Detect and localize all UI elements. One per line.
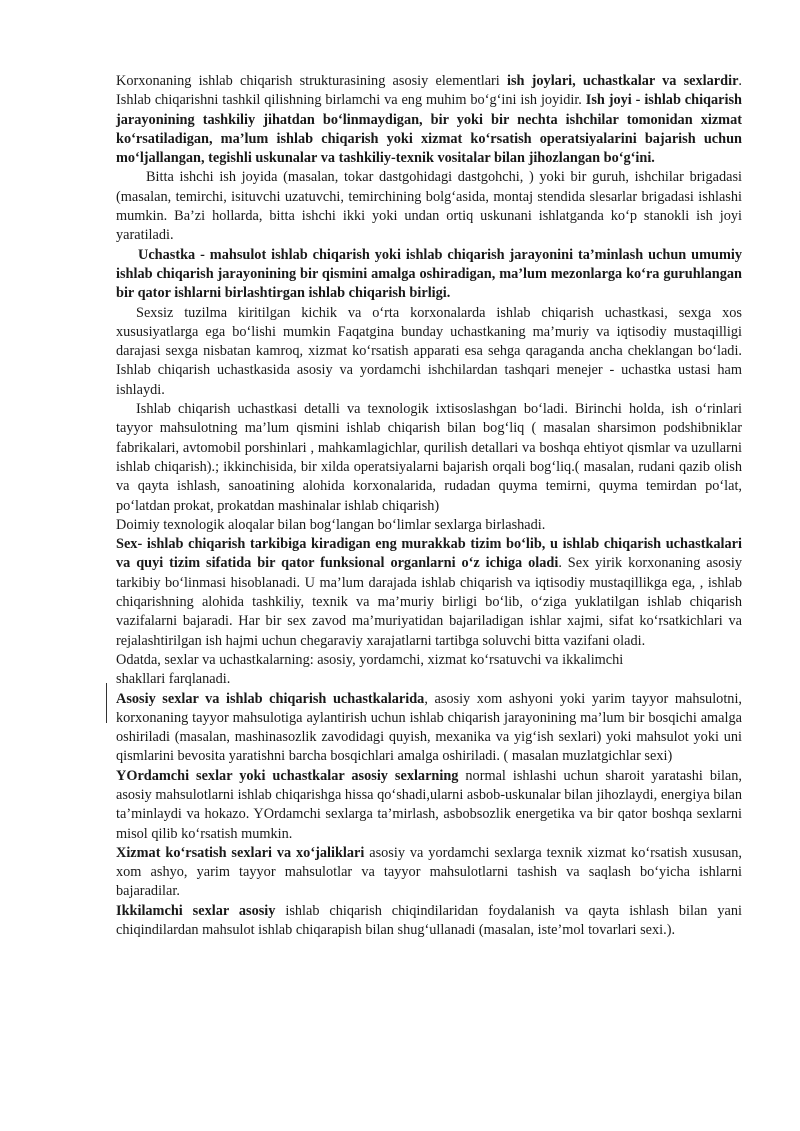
service-shops-term: Xizmat ko‘rsatish sexlari va xo‘jaliklari [116,844,365,861]
paragraph-sex-definition [116,535,742,651]
text-run: , asosiy xom ashyoni yoki yarim tayyor mahsulotni, korxonaning tayyor mahsulotiga aylantirish uchun ishlab chiqarish jarayonining ma’lum bir bosqichi amalga oshiriladi (masalan, mashinasozlik zavodidagi quyish, mexanika va yig‘ish sexlari) yoki mahsulot yoki uni qismlarini bevosita yaratishni barcha bosqichlari amalga oshiriladi. ( masalan muzlatgichlar sexi) [116,690,742,765]
paragraph-service-shops [116,844,742,902]
text-line: Odatda, sexlar va uchastkalarning: asosiy, yordamchi, xizmat ko‘rsatuvchi va ikkalimchi [116,651,624,668]
workplace-definition: Ish joyi - ishlab chiqarish jarayonining tashkiliy jihatdan bo‘linmaydigan, bir yoki bir nechta ishchilar tomonidan xizmat ko‘rsatiladigan, ma’lum ishlab chiqarish yoki xizmat ko‘rsatish operatsiyalarini bajarish uchun mo‘ljallangan, tegishli uskunalar va tashkiliy-texnik vositalar bilan jihozlangan bo‘g‘ini. [116,92,742,167]
paragraph-main-shops [116,690,742,767]
auxiliary-shops-term: YOrdamchi sexlar yoki uchastkalar asosiy sexlarning [116,767,459,784]
section-definition-uchastka: Uchastka - mahsulot ishlab chiqarish yoki ishlab chiqarish jarayonini ta’minlash uchun umumiy ishlab chiqarish jarayonining bir qismini amalga oshiradigan, ma’lum mezonlarga ko‘ra guruhlangan bir qator ishlarni birlashtirgan ishlab chiqarish birligi. [116,246,742,302]
text-run: . Ishlab chiqarishni tashkil qilishning birlamchi va eng muhim bo‘g‘ini ish joyidir. [116,73,742,109]
text-cursor [106,683,107,723]
text-run: ishlab chiqarish chiqindilaridan foydalanish va qayta ishlash bilan yani chiqindilardan mahsulot ishlab chiqarарish bilan shug‘ullanadi (masalan, iste’mol tovarlari sexi.). [116,902,742,939]
paragraph-workplace-examples: Bitta ishchi ish joyida (masalan, tokar dastgohidagi dastgohchi, ) yoki bir guruh, ishchilar brigadasi (masalan, temirchi, isituvchi uzatuvchi, temirchining bolg‘asida, montaj stendida slesarlar brigadasi ishlashi mumkin. Ba’zi hollarda, bitta ishchi ikki yoki undan ortiq uskunani ishlatganda ko‘p stanokli ish joyi yaratiladi. [116,169,742,244]
sex-definition: Sex- ishlab chiqarish tarkibiga kiradigan eng murakkab tizim bo‘lib, u ishlab chiqarish uchastkalari va quyi tizim sifatida bir qator funksional organlarni o‘z ichiga oladi [116,536,742,572]
main-shops-term: Asosiy sexlar va ishlab chiqarish uchastkalarida [116,690,425,707]
paragraph-structure-elements [116,72,742,168]
paragraph-sexsiz: Sexsiz tuzilma kiritilgan kichik va o‘rta korxonalarda ishlab chiqarish uchastkasi, sexga xos xususiyatlarga ega bo‘lishi mumkin Faqatgina bunday uchastkaning ma’muriy va iqtisodiy mustaqilligi darajasi sexga nisbatan kamroq, xizmat ko‘rsatish apparati esa sehga qaraganda ancha cheklangan bo‘ladi. Ishlab chiqarish uchastkasida asosiy va yordamchi ishchilardan tashqari menejer - uchastka ustasi ham ishlaydi. [116,304,742,398]
paragraph-specialization: Ishlab chiqarish uchastkasi detalli va texnologik ixtisoslashgan bo‘ladi. Birinchi holda, ish o‘rinlari tayyor mahsulotning ma’lum qismini ishlab chiqarish bilan bog‘liq ( masalan sharsimon podshibniklar fabrikalari, avtomobil porshinlari , mahkamlagichlar, qurilish detallari va boshqa ehtiyot qismlar va uzullarni ishlab chiqarish).; ikkinchisida, bir xilda operatsiyalarni bajarish orqali bog‘liq.( masalan, rudani qazib olish va qayta ishlash, sanoatining alohida korxonalarida, rudadan quyma temirni, quyma temirdan po‘lat, po‘latdan prokat, prokatdan mashinalar ishlab chiqarish) [116,401,742,514]
text-run: asosiy va yordamchi sexlarga texnik xizmat ko‘rsatish xususan, xom ashyo, yarim tayyor mahsulotlar va tayyor mahsulotlarni tashish va saqlash bo‘yicha ishlarni bajaradilar. [116,844,742,900]
paragraph-secondary-shops [116,902,742,941]
paragraph-auxiliary-shops [116,767,742,844]
paragraph-sex-union: Doimiy texnologik aloqalar bilan bog‘langan bo‘limlar sexlarga birlashadi. [116,516,546,533]
paragraph-forms [116,651,742,690]
text-line: shakllari farqlanadi. [116,671,231,688]
text-run: . Sex yirik korxonaning asosiy tarkibiy bo‘linmasi hisoblanadi. U ma’lum darajada ishlab chiqarish va iqtisodiy mustaqillikga ega, , ishlab chiqarishning alohida tashkiliy, texnik va ma’muriy birligi bo‘lib, o‘ziga yuklatilgan ishlab chiqarish vazifalarni bajaradi. Har bir sex zavod ma’muriyatidan bajariladigan ishlar xajmi, sifat ko‘rsatkichlari va rejalashtirilgan ish hajmi uchun chegaraviy xarajatlarni tartibga soluvchi bitta vazifani oladi. [116,555,743,649]
document-body [116,72,742,940]
text-run: normal ishlashi uchun sharoit yaratashi bilan, asosiy mahsulotlarni ishlab chiqarishga hissa qo‘shadi,ularni asbob-uskunalar bilan jihozlaydi, energiya bilan ta’minlaydi va hokazo. YOrdamchi sexlarga ta’mirlash, asbobsozlik energetika va bir qator boshqa sexlarni misol qilib ko‘rsatish mumkin. [116,767,742,842]
secondary-shops-term: Ikkilamchi sexlar asosiy [116,902,276,919]
text-run: Korxonaning ishlab chiqarish strukturasining asosiy elementlari [116,73,507,89]
bold-term: ish joylari, uchastkalar va sexlardir [506,73,739,89]
